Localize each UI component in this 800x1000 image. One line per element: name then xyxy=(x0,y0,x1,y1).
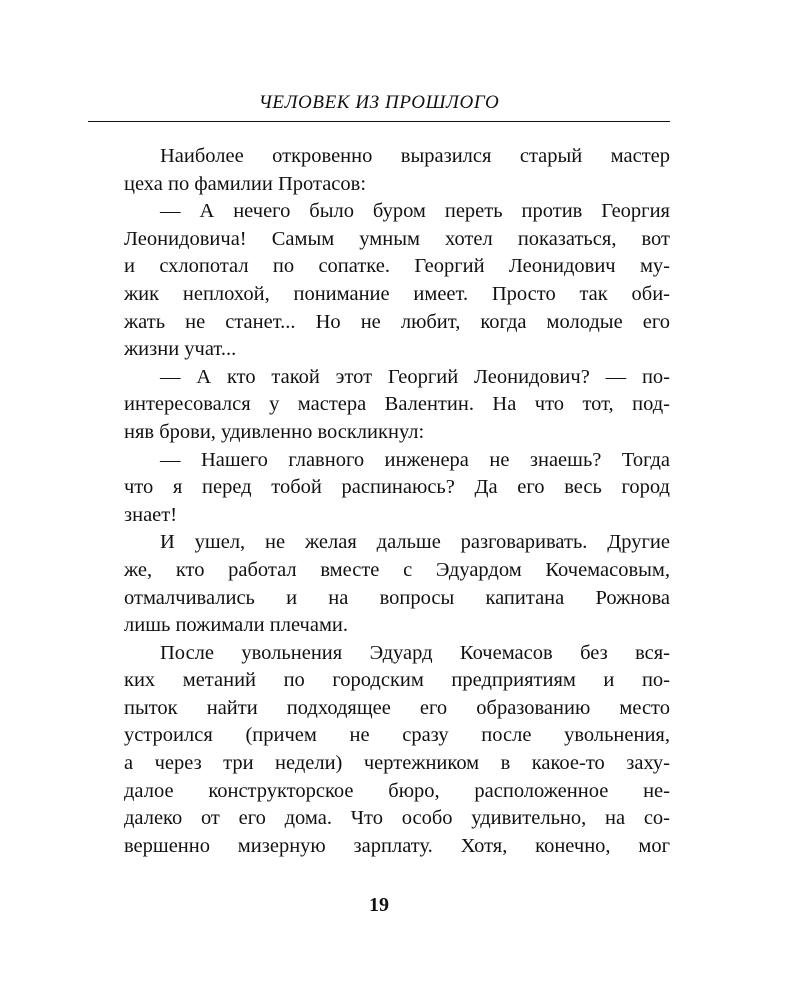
paragraph xyxy=(88,529,670,639)
header-rule xyxy=(88,121,670,122)
text-line: же, кто работал вместе с Эдуардом Кочемасовым, xyxy=(124,558,670,581)
running-head: ЧЕЛОВЕК ИЗ ПРОШЛОГО xyxy=(258,92,500,113)
text-line: интересовался у мастера Валентин. На что тот, под- xyxy=(124,393,670,416)
text-line: Наиболее откровенно выразился старый мастер xyxy=(160,145,670,167)
paragraph xyxy=(88,640,670,861)
text-line: пыток найти подходящее его образованию место xyxy=(124,696,670,719)
text-line: а через три недели) чертежником в какое-то заху- xyxy=(124,752,670,775)
text-line: И ушел, не желая дальше разговаривать. Другие xyxy=(160,531,670,554)
text-line: лишь пожимали плечами. xyxy=(124,614,349,637)
text-line: далеко от его дома. Что особо удивительно, на со- xyxy=(124,807,670,830)
paragraph xyxy=(88,447,670,530)
text-line: цеха по фамилии Протасов: xyxy=(124,172,367,195)
paragraph xyxy=(88,143,670,198)
paragraph xyxy=(88,364,670,447)
text-line: отмалчивались и на вопросы капитана Рожнова xyxy=(124,586,670,609)
text-line: что я перед тобой распинаюсь? Да его весь город xyxy=(124,476,670,499)
text-line: — Нашего главного инженера не знаешь? Тогда xyxy=(160,448,670,471)
text-line: и схлопотал по сопатке. Георгий Леонидович му- xyxy=(124,255,670,278)
body-text xyxy=(88,143,670,860)
text-line: няв брови, удивленно воскликнул: xyxy=(124,420,425,443)
text-line: После увольнения Эдуард Кочемасов без вся- xyxy=(160,641,670,664)
text-line: далое конструкторское бюро, расположенное не- xyxy=(124,779,670,802)
text-line: жик неплохой, понимание имеет. Просто так оби- xyxy=(124,282,670,305)
text-line: — А нечего было буром переть против Георгия xyxy=(160,200,670,223)
page-number: 19 xyxy=(369,894,389,916)
text-line: — А кто такой этот Георгий Леонидович? — по- xyxy=(160,365,670,388)
text-line: Леонидовича! Самым умным хотел показаться, вот xyxy=(124,227,670,250)
text-line: ких метаний по городским предприятиям и по- xyxy=(124,669,670,692)
paragraph xyxy=(88,198,670,364)
text-line: знает! xyxy=(124,503,178,526)
text-line: жизни учат... xyxy=(124,338,237,361)
text-line: вершенно мизерную зарплату. Хотя, конечно, мог xyxy=(124,834,670,857)
text-line: жать не станет... Но не любит, когда молодые его xyxy=(124,310,670,333)
text-line: устроился (причем не сразу после увольнения, xyxy=(124,724,670,747)
